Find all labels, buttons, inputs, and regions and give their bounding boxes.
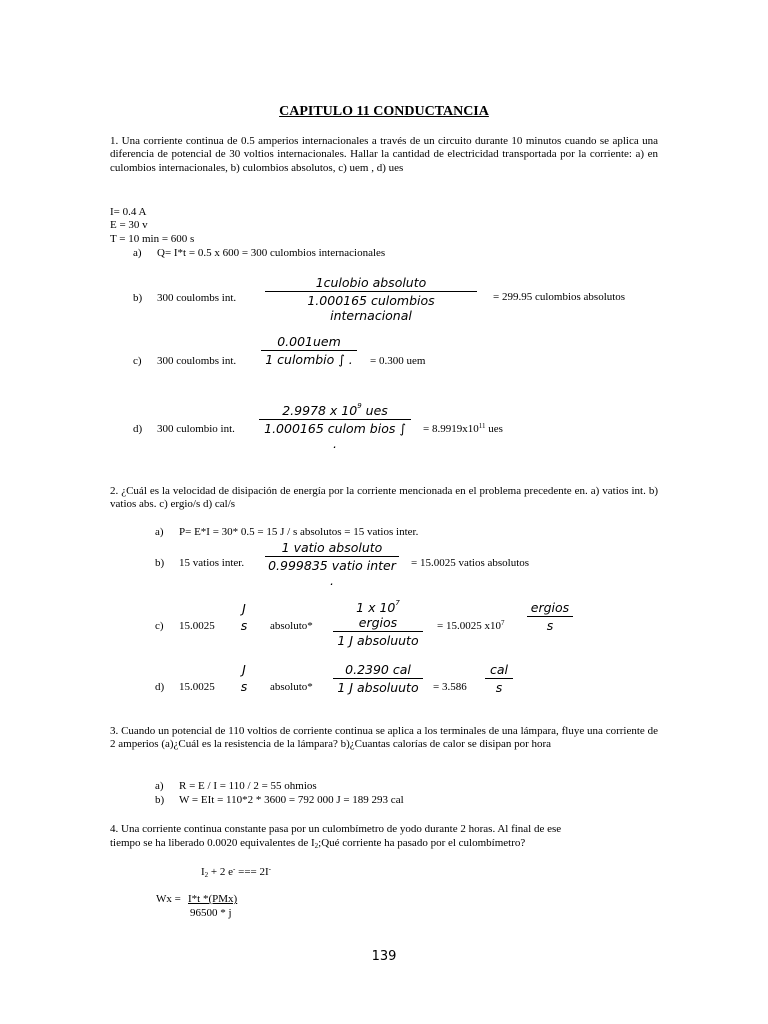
p1-b-denominator: 1.000165 culombios internacional — [265, 291, 477, 323]
p1-d-result: = $8.9919x10^{11}$ ues — [423, 422, 503, 435]
p1-c-result: = 0.300 uem — [370, 355, 426, 367]
p1-b-result: = 299.95 culombios absolutos — [493, 291, 626, 303]
p2-d-result: = 3.586 — [433, 681, 467, 693]
iodine-reaction: I2 + 2 e- === 2I- — [201, 865, 271, 879]
p3-a-label: a) — [155, 780, 164, 792]
p1-a-label: a) — [133, 247, 142, 259]
p2-c-result-unit-den: s — [527, 616, 573, 633]
p2-c-result-unit-num: ergios — [530, 600, 570, 615]
p1-c-fraction — [261, 334, 357, 367]
p1-c-numerator: 0.001uem — [277, 334, 341, 349]
p2-c-lead: 15.0025 — [179, 620, 215, 632]
p2-a-text: P= E*I = 30* 0.5 = 15 J / s absolutos = 15 vatios inter. — [179, 526, 419, 538]
p2-d-denominator: 1 J absoluuto — [333, 678, 423, 695]
wx-formula-lead: Wx = — [156, 893, 181, 905]
wx-formula-numerator: I*t *(PMx) — [188, 893, 238, 905]
problem-1-statement: 1. Una corriente continua de 0.5 amperios internacionales a través de un circuito durante 10 minutos cuando se aplica una diferencia de potencial de 30 voltios internacionales. Hallar la cantidad de electricidad transportada por la corriente: a) en culombios internacionales, b) culombios absolutos, c) uem , d) ues — [110, 135, 658, 174]
p2-c-mid: absoluto* — [270, 620, 313, 632]
p2-d-result-unit-num: cal — [489, 662, 508, 677]
p2-b-denominator: 0.999835 vatio inter . — [265, 556, 399, 588]
p1-d-lead: 300 culombio int. — [157, 423, 235, 435]
p1-a-text: Q= I*t = 0.5 x 600 = 300 culombios internacionales — [157, 247, 386, 259]
p3-a-text: R = E / I = 110 / 2 = 55 ohmios — [179, 780, 317, 792]
p3-b-text: W = EIt = 110*2 * 3600 = 792 000 J = 189 293 cal — [179, 794, 404, 806]
p2-c-unit-den: s — [240, 618, 248, 633]
p1-c-label: c) — [133, 355, 142, 367]
p2-d-numerator: 0.2390 cal — [345, 662, 411, 677]
p2-b-label: b) — [155, 557, 165, 569]
page-title: CAPITULO 11 CONDUCTANCIA — [279, 104, 489, 119]
p2-b-result: = 15.0025 vatios absolutos — [411, 557, 530, 569]
p2-b-fraction — [265, 540, 399, 588]
p2-c-result-unit — [527, 600, 573, 633]
page-number: 139 — [371, 949, 397, 964]
p1-b-label: b) — [133, 292, 143, 304]
given-voltage: E = 30 v — [110, 219, 148, 231]
p2-d-fraction — [333, 662, 423, 695]
p1-d-numerator: 2.9978 x $10^9$ ues — [282, 402, 388, 418]
p2-b-numerator: 1 vatio absoluto — [281, 540, 383, 555]
problem-2-statement: 2. ¿Cuál es la velocidad de disipación de energía por la corriente mencionada en el problema precedente en. a) vatios int. b) vatios abs. c) ergio/s d) cal/s — [110, 485, 658, 511]
p1-b-fraction — [265, 275, 477, 323]
p1-b-lead: 300 coulombs int. — [157, 292, 237, 304]
p2-d-label: d) — [155, 681, 165, 693]
p2-c-result: = 15.0025 $x10^7$ — [437, 619, 505, 632]
p2-d-result-unit — [485, 662, 513, 695]
given-time: T = 10 min = 600 s — [110, 233, 195, 245]
p2-c-unit — [233, 601, 255, 633]
p2-d-lead: 15.0025 — [179, 681, 215, 693]
p2-c-fraction — [333, 600, 423, 648]
wx-formula-denominator: 96500 * j — [190, 907, 232, 919]
p1-d-denominator: 1.000165 culom bios ∫ . — [259, 419, 411, 451]
p2-a-label: a) — [155, 526, 164, 538]
p3-b-label: b) — [155, 794, 165, 806]
given-current: I= 0.4 A — [110, 206, 147, 218]
p1-c-denominator: 1 culombio ∫ . — [261, 350, 357, 367]
p2-c-numerator: 1 x $10^7$ ergios — [356, 599, 400, 630]
p2-d-result-unit-den: s — [485, 678, 513, 695]
p2-d-unit — [233, 662, 255, 694]
p2-d-unit-den: s — [240, 679, 248, 694]
p2-d-unit-num: J — [242, 662, 246, 677]
p1-d-label: d) — [133, 423, 143, 435]
p1-b-numerator: 1culobio absoluto — [315, 275, 427, 290]
p1-c-lead: 300 coulombs int. — [157, 355, 237, 367]
p2-c-denominator: 1 J absoluuto — [333, 631, 423, 648]
problem-4-line-1: 4. Una corriente continua constante pasa por un culombímetro de yodo durante 2 horas. Al final de ese — [110, 823, 562, 835]
p2-b-lead: 15 vatios inter. — [179, 557, 245, 569]
p2-d-mid: absoluto* — [270, 681, 313, 693]
problem-3-statement: 3. Cuando un potencial de 110 voltios de corriente continua se aplica a los terminales de una lámpara, fluye una corriente de 2 amperios (a)¿Cuál es la resistencia de la lámpara? b)¿Cuantas calorías de calor se disipan por hora — [110, 725, 658, 751]
p1-d-fraction — [259, 403, 411, 451]
p2-c-label: c) — [155, 620, 164, 632]
p2-c-unit-num: J — [242, 601, 246, 616]
problem-4-line-2: tiempo se ha liberado 0.0020 equivalentes de I2;Qué corriente ha pasado por el culombímetro? — [110, 837, 526, 850]
